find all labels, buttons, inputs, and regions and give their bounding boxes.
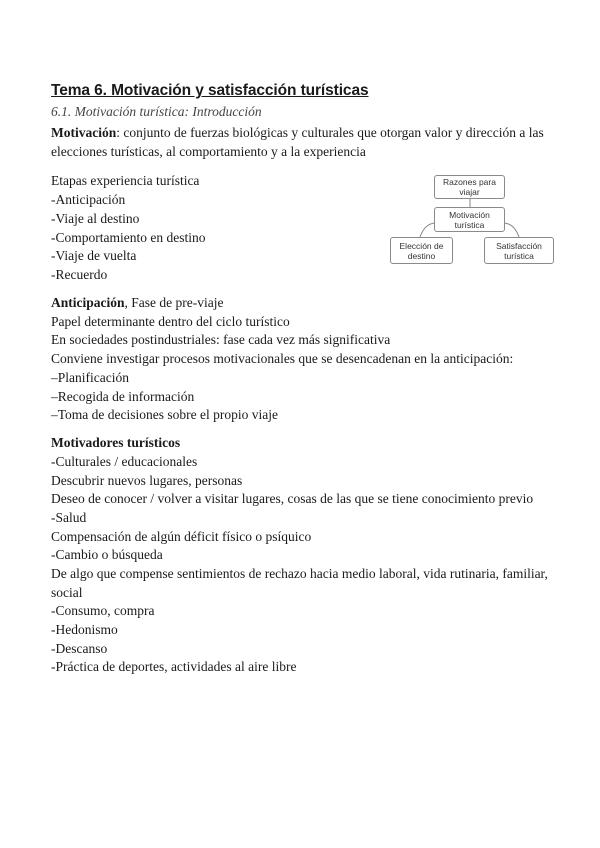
motivadores-heading	[51, 433, 180, 452]
anticipacion-line: Conviene investigar procesos motivacionales que se desencadenan en la anticipación:	[51, 351, 514, 366]
motivadores-line: -Hedonismo	[51, 622, 118, 637]
motivadores-line: -Cambio o búsqueda	[51, 547, 163, 562]
motivation-text: : conjunto de fuerzas biológicas y culturales que otorgan valor y dirección a las elecciones turísticas, al comportamiento y a la experiencia	[51, 125, 544, 159]
etapas-item: -Viaje de vuelta	[51, 248, 137, 263]
motivadores-line: -Consumo, compra	[51, 603, 155, 618]
anticipacion-line: –Toma de decisiones sobre el propio viaje	[51, 407, 278, 422]
diagram-node-satisfaccion: Satisfacción turística	[484, 237, 554, 264]
etapas-heading: Etapas experiencia turística	[51, 173, 200, 188]
section-subtitle: 6.1. Motivación turística: Introducción	[51, 104, 262, 119]
etapas-item: -Viaje al destino	[51, 211, 140, 226]
anticipacion-line: –Recogida de información	[51, 389, 195, 404]
page-title: Tema 6. Motivación y satisfacción turísticas	[51, 82, 369, 99]
anticipacion-heading-rest: , Fase de pre-viaje	[124, 295, 224, 310]
motivadores-line: De algo que compense sentimientos de rechazo hacia medio laboral, vida rutinaria, familiar, social	[51, 566, 548, 600]
etapas-item: -Recuerdo	[51, 267, 108, 282]
anticipacion-line: Papel determinante dentro del ciclo turístico	[51, 314, 290, 329]
etapas-item: -Anticipación	[51, 192, 126, 207]
anticipacion-heading	[51, 293, 223, 312]
diagram-node-razones: Razones para viajar	[434, 175, 505, 199]
etapas-item: -Comportamiento en destino	[51, 230, 206, 245]
motivadores-line: -Salud	[51, 510, 87, 525]
diagram-node-eleccion: Elección de destino	[390, 237, 453, 264]
diagram-node-motivacion: Motivación turística	[434, 207, 505, 232]
motivadores-line: -Descanso	[51, 641, 108, 656]
anticipacion-term: Anticipación	[51, 295, 125, 310]
motivadores-line: Compensación de algún déficit físico o psíquico	[51, 529, 312, 544]
connector-line	[503, 223, 519, 237]
motivation-term: Motivación	[51, 125, 117, 140]
motivadores-line: -Práctica de deportes, actividades al aire libre	[51, 659, 297, 674]
motivadores-line: Descubrir nuevos lugares, personas	[51, 473, 243, 488]
anticipacion-line: –Planificación	[51, 370, 129, 385]
motivadores-line: Deseo de conocer / volver a visitar lugares, cosas de las que se tiene conocimiento previo	[51, 491, 534, 506]
anticipacion-line: En sociedades postindustriales: fase cada vez más significativa	[51, 332, 391, 347]
motivadores-heading-text: Motivadores turísticos	[51, 435, 181, 450]
motivadores-line: -Culturales / educacionales	[51, 454, 198, 469]
